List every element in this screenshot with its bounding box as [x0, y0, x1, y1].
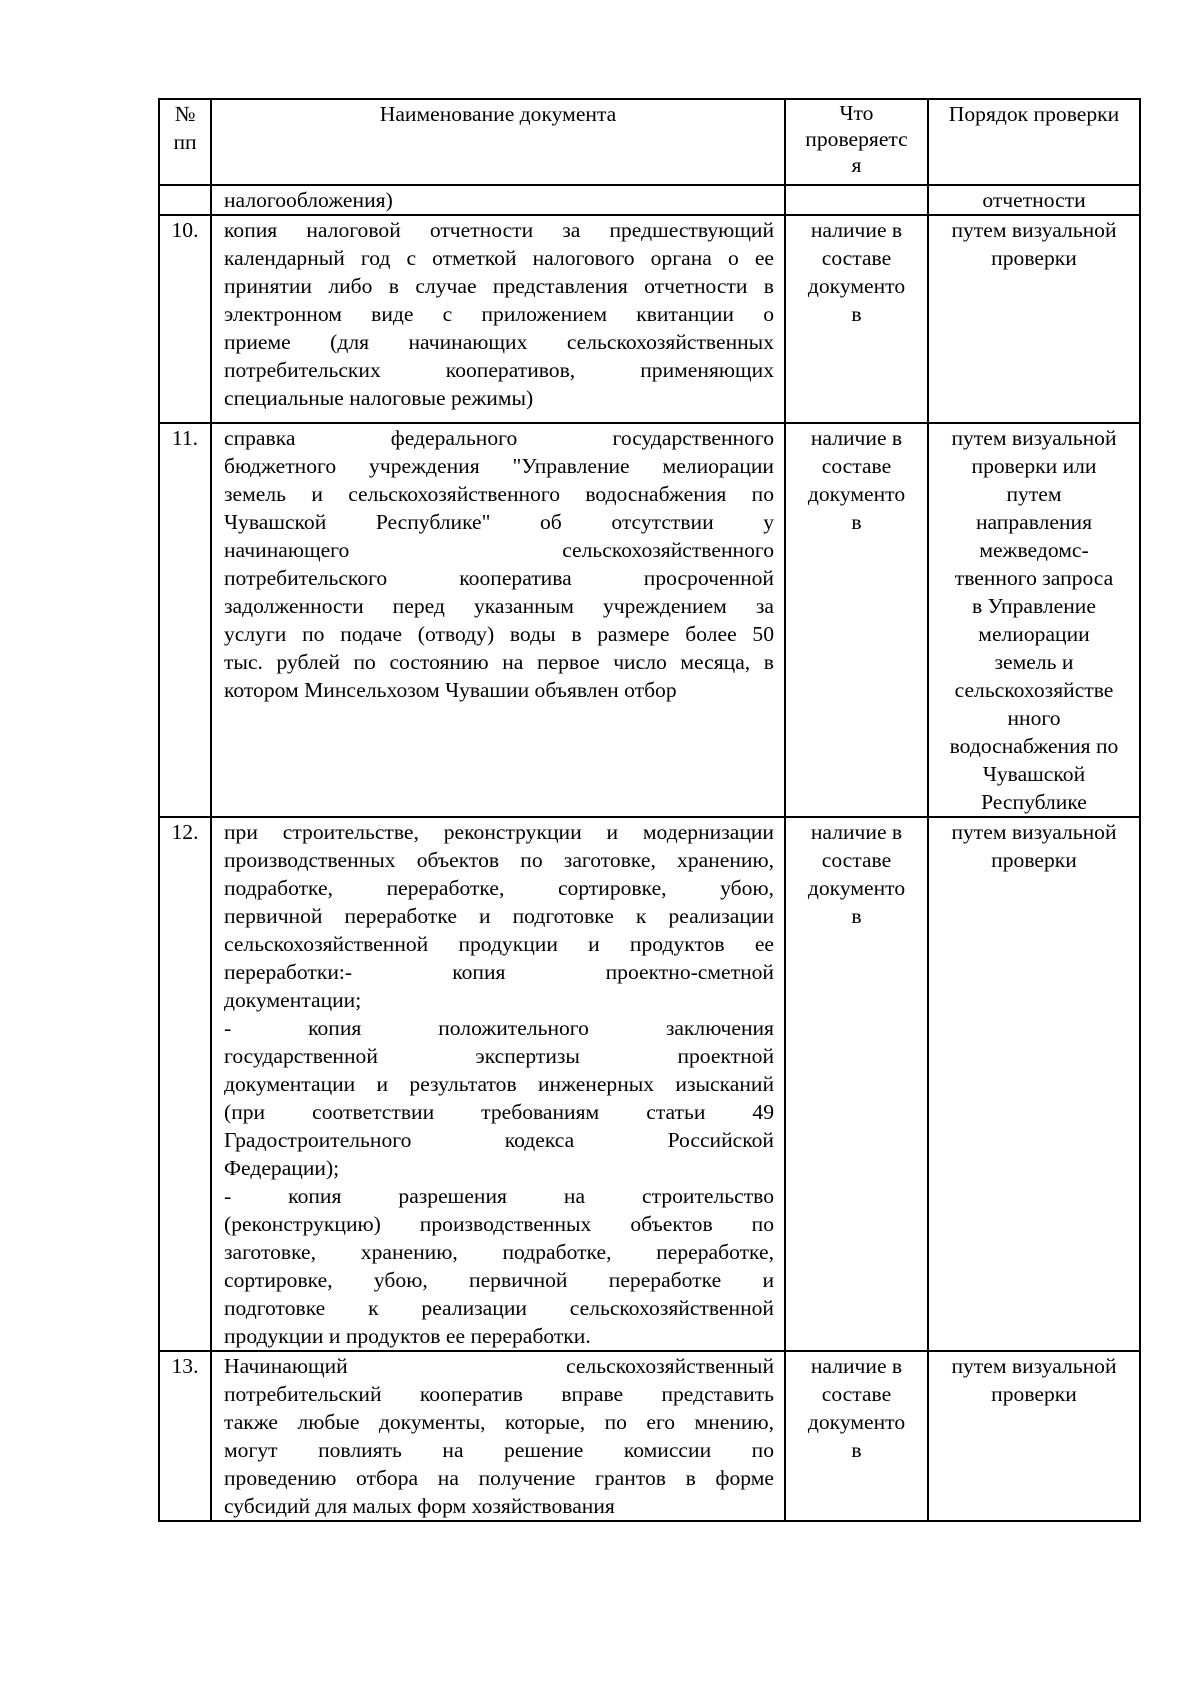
what-checked-line: в: [851, 904, 862, 928]
row-number: [159, 185, 211, 215]
check-procedure-line: сельскохозяйстве: [954, 678, 1114, 702]
table-row: [159, 423, 1140, 817]
document-text-line: приеме (для начинающих сельскохозяйственных: [224, 330, 774, 354]
document-text-line: переработки:- копия проектно-сметной: [224, 960, 774, 984]
document-text-line: справка федерального государственного: [224, 426, 774, 450]
table-row: [159, 817, 1140, 1351]
what-checked-line: составе: [821, 246, 892, 270]
document-text-line: сельскохозяйственной продукции и продуктов ее: [224, 932, 774, 956]
table-row: [159, 185, 1140, 215]
check-procedure-line: твенного запроса: [954, 566, 1114, 590]
check-procedure-line: проверки: [991, 246, 1077, 270]
document-text-line: субсидий для малых форм хозяйствования: [224, 1494, 615, 1518]
what-checked-line: наличие в: [810, 820, 903, 844]
document-text-line: услуги по подаче (отводу) воды в размере более 50: [224, 622, 774, 646]
row-number: 13.: [159, 1351, 211, 1521]
document-text-line: потребительского кооператива просроченной: [224, 566, 774, 590]
check-procedure-line: путем визуальной: [951, 820, 1117, 844]
check-procedure-cell: [928, 215, 1140, 423]
document-text-line: подготовке к реализации сельскохозяйственной: [224, 1296, 774, 1320]
what-checked-cell: [785, 185, 928, 215]
document-text-line: первичной переработке и подготовке к реализации: [224, 904, 774, 928]
document-name-cell: [211, 1351, 785, 1521]
document-text-line: потребительский кооператив вправе представить: [224, 1382, 774, 1406]
what-checked-line: документо: [807, 482, 906, 506]
document-text-line: принятии либо в случае представления отчетности в: [224, 274, 774, 298]
row-number: 12.: [159, 817, 211, 1351]
check-procedure-line: путем визуальной: [951, 426, 1117, 450]
check-procedure-line: Чувашской: [982, 762, 1086, 786]
header-what-checked: [785, 99, 928, 185]
what-checked-line: составе: [821, 848, 892, 872]
document-text-line: при строительстве, реконструкции и модернизации: [224, 820, 774, 844]
document-text-line: государственной экспертизы проектной: [224, 1044, 774, 1068]
document-name-cell: [211, 423, 785, 817]
document-text-line: специальные налоговые режимы): [224, 386, 534, 410]
document-name-cell: [211, 215, 785, 423]
document-text-line: производственных объектов по заготовке, хранению,: [224, 848, 774, 872]
check-procedure-cell: [928, 423, 1140, 817]
table-row: [159, 1351, 1140, 1521]
header-number-line: пп: [173, 130, 197, 154]
header-number-line: №: [174, 102, 196, 126]
check-procedure-line: водоснабжения по: [949, 734, 1119, 758]
document-text-line: (при соответствии требованиям статьи 49: [224, 1100, 774, 1124]
check-procedure-line: направления: [975, 510, 1093, 534]
check-procedure-line: в Управление: [972, 594, 1096, 618]
document-text-line: проведению отбора на получение грантов в форме: [224, 1466, 774, 1490]
header-number: [159, 99, 211, 185]
document-text-line: заготовке, хранению, подработке, переработке,: [224, 1240, 774, 1264]
document-text-line: подработке, переработке, сортировке, убою,: [224, 876, 774, 900]
document-name-cell: [211, 185, 785, 215]
row-number: 10.: [159, 215, 211, 423]
document-text-line: также любые документы, которые, по его мнению,: [224, 1410, 774, 1434]
check-procedure-cell: [928, 1351, 1140, 1521]
document-name-cell: [211, 817, 785, 1351]
check-procedure-line: земель и: [994, 650, 1074, 674]
what-checked-line: наличие в: [810, 218, 903, 242]
document-text-line: календарный год с отметкой налогового органа о ее: [224, 246, 774, 270]
header-check-procedure: Порядок проверки: [928, 99, 1140, 185]
check-procedure-line: путем: [1006, 482, 1062, 506]
document-text-line: потребительских кооперативов, применяющих: [224, 358, 774, 382]
what-checked-line: документо: [807, 876, 906, 900]
check-procedure-line: путем визуальной: [951, 218, 1117, 242]
check-procedure-cell: [928, 185, 1140, 215]
document-text-line: электронном виде с приложением квитанции о: [224, 302, 774, 326]
document-text-line: котором Минсельхозом Чувашии объявлен отбор: [224, 678, 677, 702]
check-procedure-line: проверки: [991, 1382, 1077, 1406]
what-checked-cell: [785, 1351, 928, 1521]
table-body: [159, 185, 1140, 1521]
document-text-line: Начинающий сельскохозяйственный: [224, 1354, 774, 1378]
document-text-line: документации и результатов инженерных изысканий: [224, 1072, 774, 1096]
what-checked-line: в: [851, 1438, 862, 1462]
what-checked-line: документо: [807, 1410, 906, 1434]
check-procedure-line: нного: [1007, 706, 1061, 730]
document-text-line: земель и сельскохозяйственного водоснабжения по: [224, 482, 774, 506]
what-checked-line: наличие в: [810, 1354, 903, 1378]
document-text-line: (реконструкцию) производственных объектов по: [224, 1212, 774, 1236]
what-checked-line: составе: [821, 454, 892, 478]
document-text-line: бюджетного учреждения "Управление мелиорации: [224, 454, 774, 478]
check-procedure-line: межведомс-: [979, 538, 1089, 562]
check-procedure-line: мелиорации: [978, 622, 1090, 646]
what-checked-line: в: [851, 302, 862, 326]
table-row: [159, 215, 1140, 423]
document-text-line: - копия положительного заключения: [224, 1016, 774, 1040]
check-procedure-line: проверки или: [971, 454, 1097, 478]
check-procedure-cell: [928, 817, 1140, 1351]
document-text-line: начинающего сельскохозяйственного: [224, 538, 774, 562]
what-checked-cell: [785, 215, 928, 423]
document-text-line: документации;: [224, 988, 362, 1012]
check-procedure-line: отчетности: [982, 188, 1086, 212]
document-text-line: задолженности перед указанным учреждением за: [224, 594, 774, 618]
check-procedure-line: проверки: [991, 848, 1077, 872]
header-document-name: Наименование документа: [211, 99, 785, 185]
check-procedure-line: путем визуальной: [951, 1354, 1117, 1378]
what-checked-line: наличие в: [810, 426, 903, 450]
document-text-line: продукции и продуктов ее переработки.: [224, 1324, 591, 1348]
document-text-line: - копия разрешения на строительство: [224, 1184, 774, 1208]
what-checked-cell: [785, 817, 928, 1351]
document-text-line: Градостроительного кодекса Российской: [224, 1128, 774, 1152]
document-text-line: тыс. рублей по состоянию на первое число месяца, в: [224, 650, 774, 674]
header-what-line: я: [851, 153, 862, 177]
document-text-line: Федерации);: [224, 1156, 340, 1180]
document-text-line: Чувашской Республике" об отсутствии у: [224, 510, 774, 534]
header-what-line: проверяетс: [805, 127, 908, 151]
document-text-line: могут повлиять на решение комиссии по: [224, 1438, 774, 1462]
document-text-line: сортировке, убою, первичной переработке и: [224, 1268, 774, 1292]
check-procedure-line: Республике: [981, 790, 1087, 814]
what-checked-cell: [785, 423, 928, 817]
document-text-line: налогообложения): [224, 188, 393, 212]
document-text-line: копия налоговой отчетности за предшествующий: [224, 218, 774, 242]
row-number: 11.: [159, 423, 211, 817]
table-header-row: [159, 99, 1140, 185]
header-what-line: Что: [839, 101, 874, 125]
what-checked-line: в: [851, 510, 862, 534]
what-checked-line: документо: [807, 274, 906, 298]
what-checked-line: составе: [821, 1382, 892, 1406]
documents-check-table: [158, 98, 1141, 1522]
